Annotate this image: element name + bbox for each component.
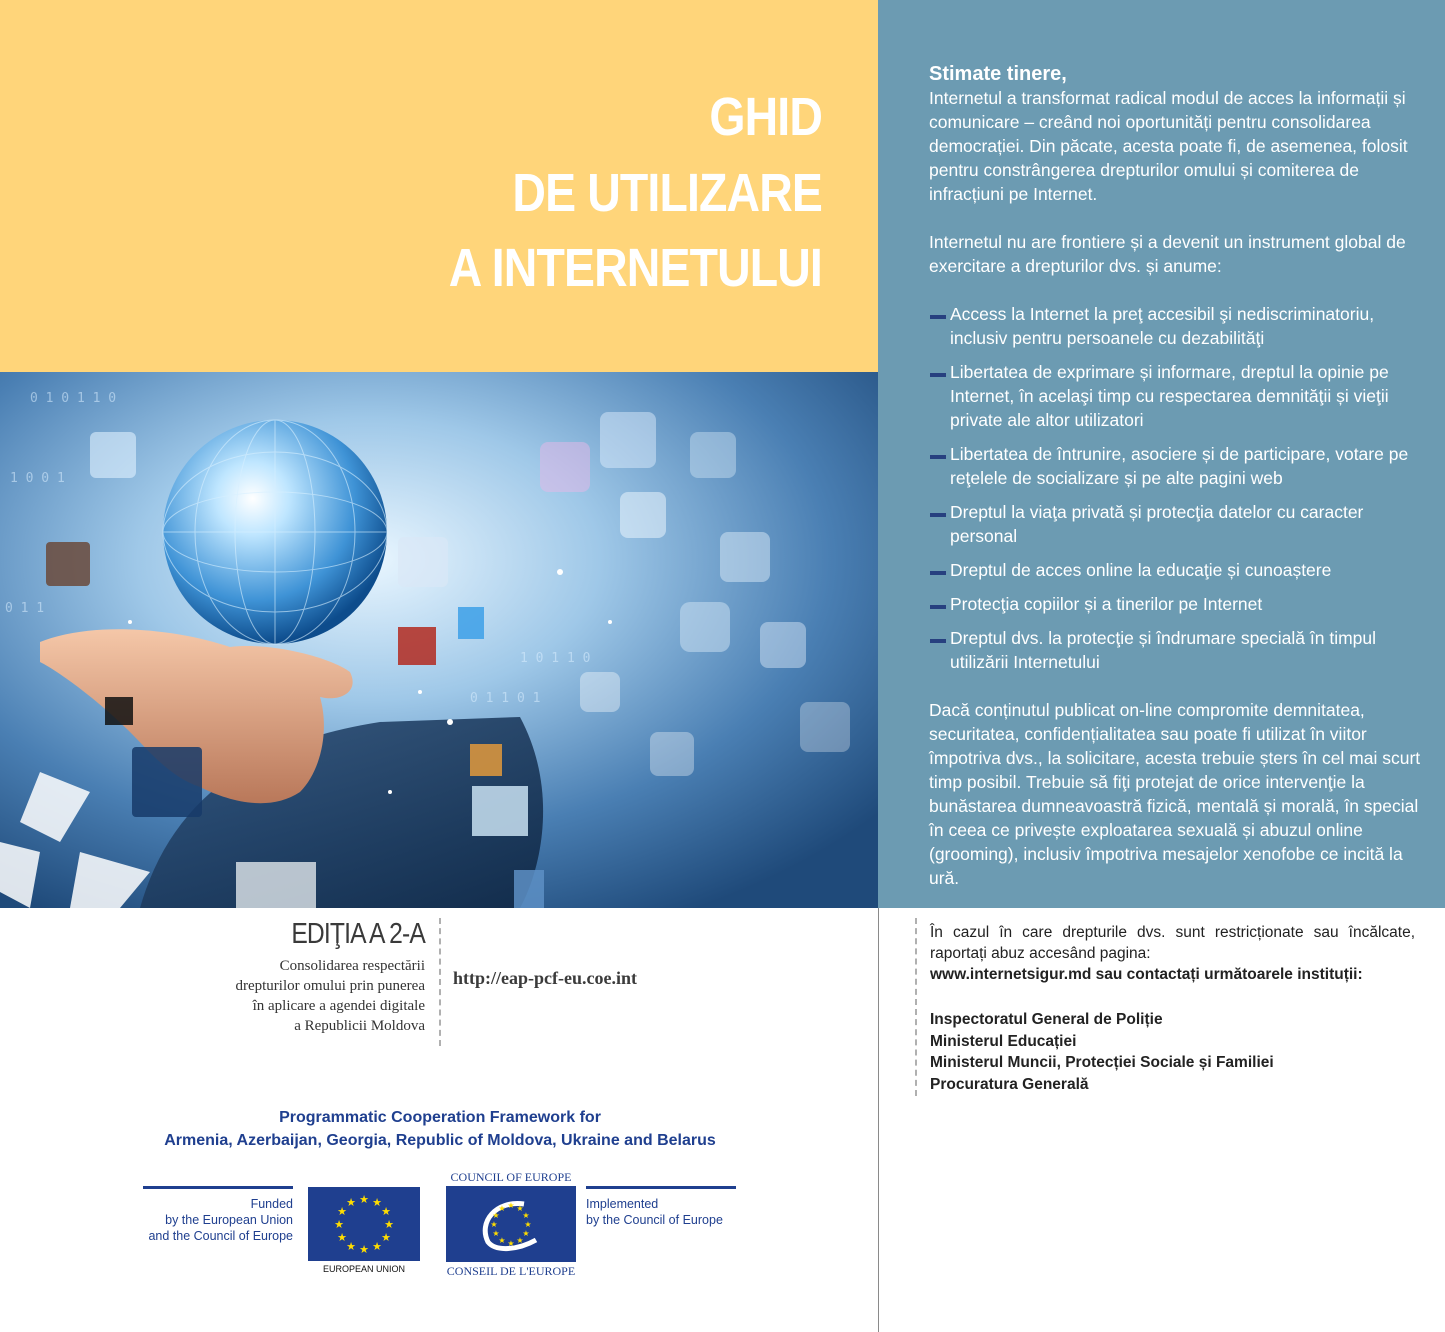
svg-text:1 0 1 1 0: 1 0 1 1 0 — [520, 651, 591, 666]
closing-paragraph: Dacă conținutul publicat on-line compromite demnitatea, securitatea, confidențialitatea sau poate fi utilizat în viitor împotriva dvs., la solicitare, acesta trebuie șters în cel mai scurt timp posibil. Trebuie să fiţi protejat de orice intervenţie la bunăstarea dumneavoastră fizică, mentală și morală, în special în ceea ce privește exploatarea sexuală și abuzul online (grooming), inclusiv împotriva mesajelor xenofobe ce incită la ură. — [929, 700, 1421, 888]
bullet-dash-icon — [930, 639, 946, 643]
institution-item: Ministerul Muncii, Protecției Sociale și Familiei — [930, 1054, 1274, 1071]
svg-text:★: ★ — [524, 1220, 532, 1229]
bullet-dash-icon — [930, 455, 946, 459]
svg-text:★: ★ — [337, 1231, 347, 1244]
intro-paragraph-1: Internetul a transformat radical modul de acces la informații și comunicare – creând noi oportunități pentru consolidarea democrației. Din păcate, acesta poate fi, de asemenea, folosit pentru constrângerea drepturilor omului și comiterea de infracțiuni pe Internet. — [929, 88, 1408, 204]
svg-text:★: ★ — [498, 1204, 506, 1213]
svg-text:★: ★ — [346, 1240, 356, 1253]
report-dashed-rule — [915, 918, 917, 1096]
institution-item: Inspectoratul General de Poliție — [930, 1011, 1163, 1028]
svg-text:★: ★ — [522, 1229, 530, 1238]
title-line-2: DE UTILIZARE — [512, 163, 822, 223]
funded-caption: Funded by the European Union and the Council of Europe — [148, 1197, 293, 1243]
svg-text:★: ★ — [359, 1193, 369, 1206]
website-link[interactable]: http://eap-pcf-eu.coe.int — [453, 968, 637, 988]
svg-text:★: ★ — [334, 1218, 344, 1231]
edition-subtitle: Consolidarea respectării drepturilor omului prin punerea în aplicare a agendei digitale a Republicii Moldova — [235, 958, 425, 1034]
eu-flag-logo — [308, 1187, 420, 1261]
council-of-europe-logo — [446, 1186, 576, 1262]
svg-text:★: ★ — [498, 1236, 506, 1245]
page-fold-line — [878, 908, 879, 1332]
greeting: Stimate tinere, — [929, 63, 1067, 85]
intro-paragraph-2: Internetul nu are frontiere și a devenit un instrument global de exercitare a drepturilor dvs. și anume: — [929, 232, 1406, 276]
divider-dashed — [439, 918, 441, 1046]
cover-title-panel — [0, 0, 878, 372]
svg-text:★: ★ — [372, 1196, 382, 1209]
bullet-dash-icon — [930, 315, 946, 319]
funded-rule — [143, 1186, 293, 1189]
svg-text:★: ★ — [490, 1220, 498, 1229]
svg-text:0 1 0 1 1 0: 0 1 0 1 1 0 — [30, 391, 117, 406]
svg-text:★: ★ — [381, 1205, 391, 1218]
institution-item: Procuratura Generală — [930, 1075, 1089, 1093]
report-website: www.internetsigur.md sau contactați următoarele instituții: — [930, 966, 1363, 983]
svg-text:★: ★ — [507, 1239, 515, 1248]
bullet-dash-icon — [930, 373, 946, 377]
rights-panel: Stimate tinere, Internetul a transformat radical modul de acces la informații și comunicare – creând noi oportunități pentru consolidarea democrației. Din păcate, acesta poate fi, de asemenea, folosit pentru constrângerea drepturilor omului și comiterea de infracțiuni pe Internet. Internetul nu are frontiere și a devenit un instrument global de exercitare a drepturilor dvs. și anume: Access la Internet la preţ accesibil şi nediscriminatoriu, inclusiv pentru persoanele cu dezabilităţi Libertatea de exprimare și informare, dreptul la opinie pe Internet, în acelaşi timp cu respectarea demnităţii și vieţii private ale altor utilizatori Libertatea de întrunire, asociere și de participare, votare pe reţelele de socializare și pe alte pagini web Dreptul la viaţa privată și protecţia datelor cu caracter personal Dreptul de acces online la educaţie și cunoaștere Protecţia copiilor și a tinerilor pe Internet Dreptul dvs. la protecţie și îndrumare specială în timpul utilizării Internetului Dacă conținutul publicat on-line compromite demnitatea, securitatea, confidențialitatea sau poate fi utilizat în viitor împotriva dvs., la solicitare, acesta trebuie șters în cel mai scurt timp posibil. Trebuie să fiţi protejat de orice intervenţie la bunăstarea dumneavoastră fizică, mentală și morală, în special în ceea ce privește exploatarea sexuală și abuzul online (grooming), inclusiv împotriva mesajelor xenofobe ce incită la ură. — [878, 0, 1445, 908]
framework-heading: Programmatic Cooperation Framework for Armenia, Azerbaijan, Georgia, Republic of Moldova, Ukraine and Belarus — [164, 1109, 716, 1149]
edition-label: EDIŢIA A 2-A — [291, 918, 425, 950]
svg-text:★: ★ — [346, 1196, 356, 1209]
svg-text:0 1 1 0 1: 0 1 1 0 1 — [470, 691, 541, 706]
bullet-dash-icon — [930, 513, 946, 517]
institution-item: Ministerul Educației — [930, 1032, 1077, 1050]
title-line-3: A INTERNETULUI — [448, 238, 822, 298]
svg-text:★: ★ — [516, 1204, 524, 1213]
coe-caption-bottom: CONSEIL DE L'EUROPE — [446, 1264, 576, 1278]
implemented-caption: Implemented by the Council of Europe — [586, 1197, 723, 1227]
svg-text:★: ★ — [522, 1211, 530, 1220]
svg-text:★: ★ — [516, 1236, 524, 1245]
svg-text:★: ★ — [492, 1211, 500, 1220]
cover-illustration — [0, 372, 878, 908]
implemented-rule — [586, 1186, 736, 1189]
title-line-1: GHID — [709, 87, 822, 147]
svg-text:★: ★ — [359, 1243, 369, 1256]
svg-text:★: ★ — [492, 1229, 500, 1238]
svg-text:★: ★ — [507, 1201, 515, 1210]
institutions-list — [930, 1009, 1415, 1095]
svg-text:★: ★ — [381, 1231, 391, 1244]
svg-text:★: ★ — [337, 1205, 347, 1218]
report-instructions: În cazul în care drepturile dvs. sunt restricționate sau încălcate, raportați abuz accesând pagina: www.internetsigur.md sau contactați următoarele instituții: — [930, 924, 1415, 983]
svg-text:★: ★ — [384, 1218, 394, 1231]
bullet-dash-icon — [930, 605, 946, 609]
coe-caption-top: COUNCIL OF EUROPE — [450, 1170, 572, 1184]
svg-text:1 0 0 1: 1 0 0 1 — [10, 471, 65, 486]
bullet-dash-icon — [930, 571, 946, 575]
eu-caption: EUROPEAN UNION — [322, 1264, 405, 1274]
svg-text:★: ★ — [372, 1240, 382, 1253]
svg-text:0 1 1: 0 1 1 — [5, 601, 45, 616]
